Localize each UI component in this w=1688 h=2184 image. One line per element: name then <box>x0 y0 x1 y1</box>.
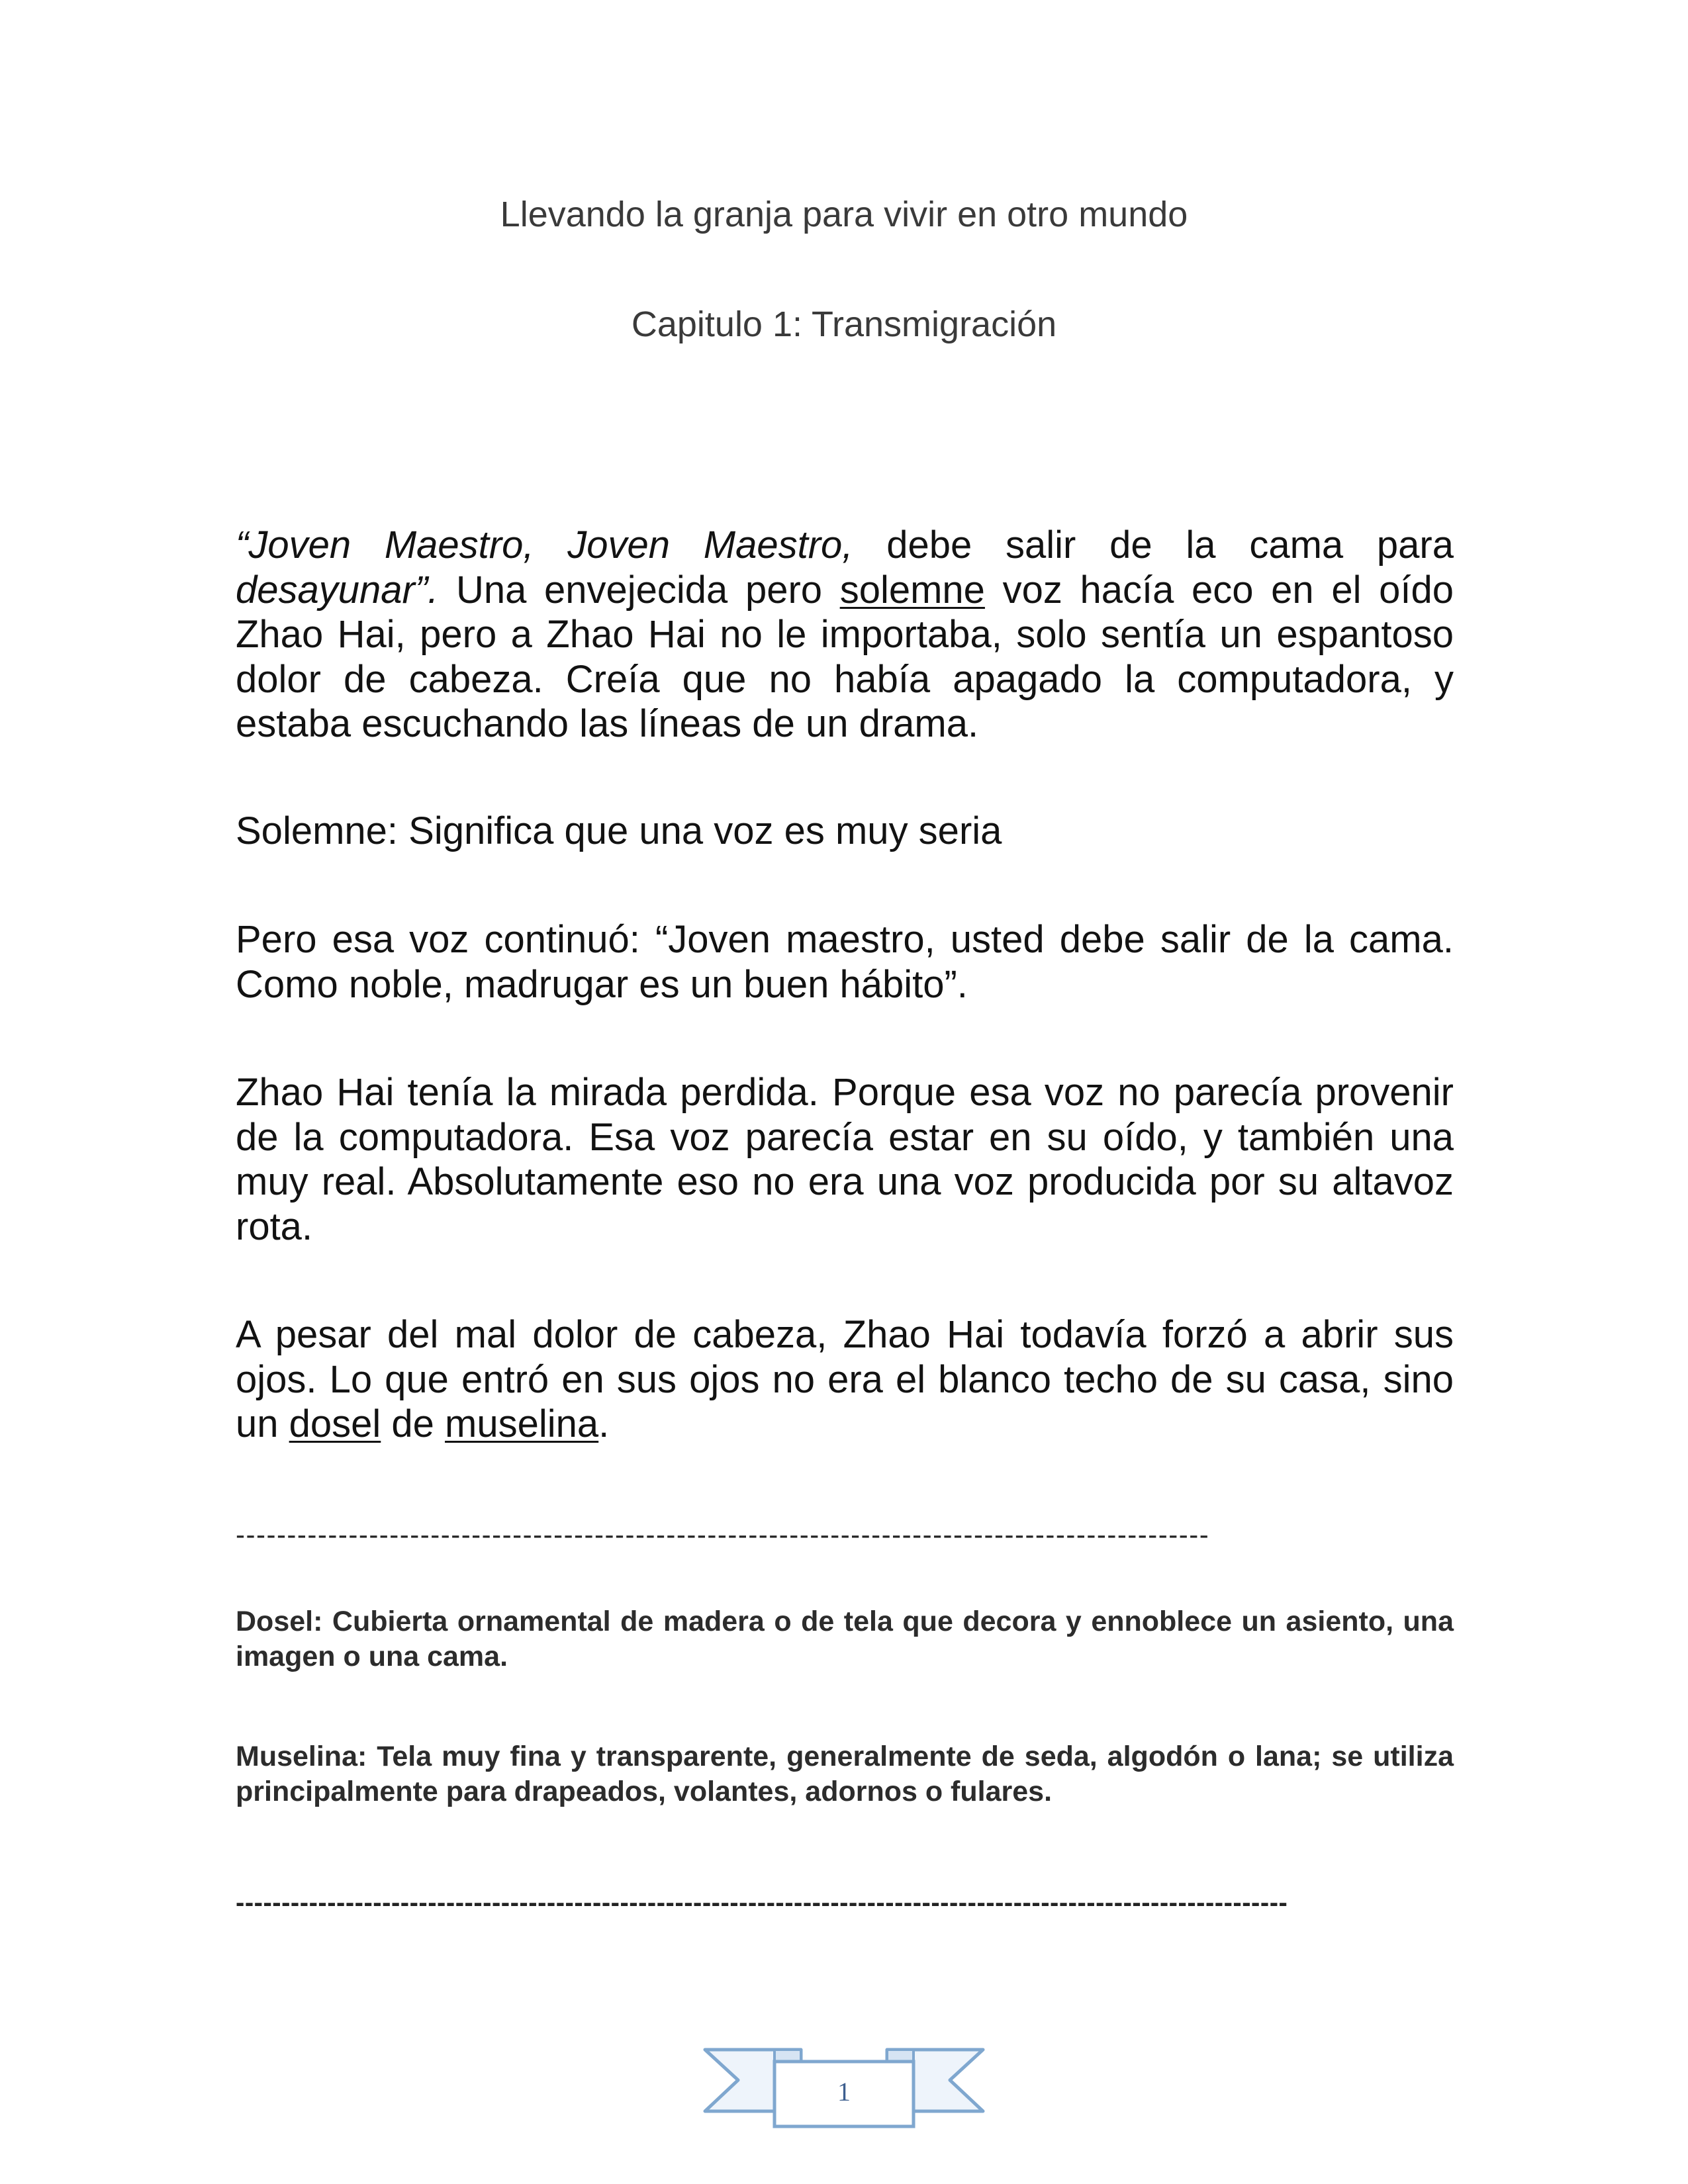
paragraph-4: Zhao Hai tenía la mirada perdida. Porque esa voz no parecía provenir de la computadora. Esa voz parecía estar en su oído, y también una muy real. Absolutamente eso no era una voz producida por su altavoz rota. <box>236 1071 1454 1248</box>
paragraph-5-end: . <box>598 1402 610 1445</box>
paragraph-3: Pero esa voz continuó: “Joven maestro, usted debe salir de la cama. Como noble, madrugar es un buen hábito”. <box>236 918 1454 1006</box>
glossary-entry-dosel: Dosel: Cubierta ornamental de madera o de tela que decora y ennoblece un asiento, una imagen o una cama. <box>236 1606 1454 1672</box>
page-number: 1 <box>837 2077 851 2107</box>
underlined-word-muselina: muselina <box>445 1402 599 1445</box>
quote-ending: desayunar”. <box>236 568 439 612</box>
glossary-entry-muselina: Muselina: Tela muy fina y transparente, generalmente de seda, algodón o lana; se utiliza principalmente para drapeados, volantes, adornos o fulares. <box>236 1741 1454 1807</box>
paragraph-5-text: A pesar del mal dolor de cabeza, Zhao Hai todavía forzó a abrir sus ojos. Lo que entró en sus ojos no era el blanco techo de su casa, sino un <box>236 1313 1454 1445</box>
chapter-heading: Capitulo 1: Transmigración <box>631 304 1057 344</box>
document-title: Llevando la granja para vivir en otro mundo <box>500 195 1188 234</box>
paragraph-1-text-a: Una envejecida pero <box>438 568 840 612</box>
separator-line-bold: ------------------------------------------------------------------------------------------------------------------- <box>236 1888 1288 1917</box>
underlined-word-solemne: solemne <box>839 568 985 612</box>
page-number-ribbon <box>702 2042 986 2134</box>
separator-line: ----------------------------------------------------------------------------------------------- <box>236 1519 1210 1550</box>
quote-opening: “Joven Maestro, Joven Maestro, <box>236 523 853 567</box>
underlined-word-dosel: dosel <box>289 1402 381 1445</box>
quote-middle: debe salir de la cama para <box>853 523 1454 567</box>
paragraph-1 <box>236 523 1454 747</box>
paragraph-2: Solemne: Significa que una voz es muy seria <box>236 809 1002 852</box>
paragraph-5 <box>236 1312 1454 1447</box>
paragraph-1-text-b: voz hacía eco en el oído Zhao Hai, pero a Zhao Hai no le importaba, solo sentía un espantoso dolor de cabeza. Creía que no había apagado la computadora, y estaba escuchando las líneas de un drama. <box>236 568 1454 745</box>
paragraph-5-between: de <box>381 1402 445 1445</box>
